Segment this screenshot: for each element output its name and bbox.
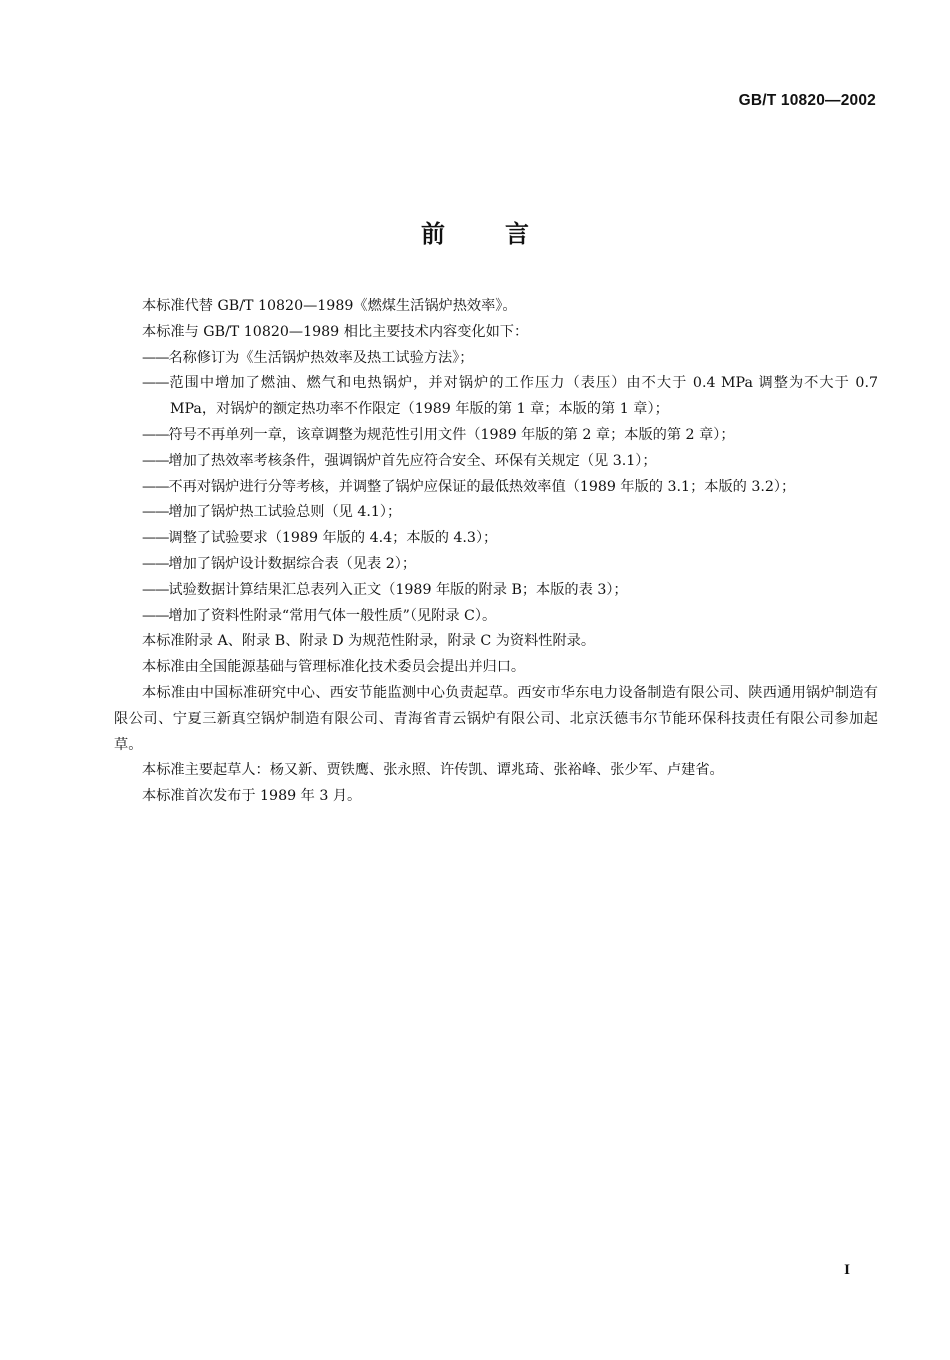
change-item [114,578,878,604]
dash-marker: —— [142,607,169,624]
paragraph-changes-intro: 本标准与 GB/T 10820—1989 相比主要技术内容变化如下： [142,323,529,340]
change-item [114,449,878,475]
standard-code: GB/T 10820—2002 [738,92,876,109]
dash-marker: —— [142,375,169,392]
change-item [114,552,878,578]
change-item-text: 调整了试验要求（1989 年版的 4.4；本版的 4.3）； [168,530,498,547]
change-item [114,371,878,423]
change-item [114,346,878,372]
paragraph-replaces: 本标准代替 GB/T 10820—1989《燃煤生活锅炉热效率》。 [142,298,517,314]
paragraph-proposer: 本标准由全国能源基础与管理标准化技术委员会提出并归口。 [142,659,526,676]
change-item [114,526,878,552]
dash-marker: —— [142,478,169,495]
paragraph-first-issue: 本标准首次发布于 1989 年 3 月。 [142,788,362,805]
page-title: 前言 [421,220,589,248]
dash-marker: —— [142,555,169,572]
change-item-text: 增加了锅炉热工试验总则（见 4.1）； [168,504,402,521]
change-item-text: 范围中增加了燃油、燃气和电热锅炉，并对锅炉的工作压力（表压）由不大于 0.4 MPa 调整为不大于 0.7 MPa，对锅炉的额定热功率不作限定（1989 年版的第 1 章；本版的第 1 章）； [168,375,878,418]
page-number: I [844,1262,850,1278]
change-item-text: 增加了热效率考核条件，强调锅炉首先应符合安全、环保有关规定（见 3.1）； [168,452,657,469]
dash-marker: —— [142,426,169,443]
change-item [114,475,878,501]
change-item-text: 不再对锅炉进行分等考核，并调整了锅炉应保证的最低热效率值（1989 年版的 3.1；本版的 3.2）； [168,478,796,495]
dash-marker: —— [142,581,169,598]
change-item [114,423,878,449]
change-item [114,604,878,630]
change-item-text: 符号不再单列一章，该章调整为规范性引用文件（1989 年版的第 2 章；本版的第 2 章）； [168,426,735,443]
paragraph-annexes: 本标准附录 A、附录 B、附录 D 为规范性附录，附录 C 为资料性附录。 [142,633,596,650]
paragraph-drafters: 本标准主要起草人：杨又新、贾铁鹰、张永照、许传凯、谭兆琦、张裕峰、张少军、卢建省。 [142,762,724,779]
change-item [114,500,878,526]
change-item-text: 增加了资料性附录“常用气体一般性质”（见附录 C）。 [168,607,497,624]
dash-marker: —— [142,504,169,521]
dash-marker: —— [142,452,169,469]
change-item-text: 增加了锅炉设计数据综合表（见表 2）； [168,555,417,572]
dash-marker: —— [142,349,169,366]
change-item-text: 试验数据计算结果汇总表列入正文（1989 年版的附录 B；本版的表 3）； [168,581,628,598]
dash-marker: —— [142,530,169,547]
paragraph-drafting-orgs: 本标准由中国标准研究中心、西安节能监测中心负责起草。西安市华东电力设备制造有限公司、陕西通用锅炉制造有限公司、宁夏三新真空锅炉制造有限公司、青海省青云锅炉有限公司、北京沃德韦尔节能环保科技责任有限公司参加起草。 [114,684,878,753]
foreword-body [114,294,878,810]
change-item-text: 名称修订为《生活锅炉热效率及热工试验方法》； [168,349,474,366]
